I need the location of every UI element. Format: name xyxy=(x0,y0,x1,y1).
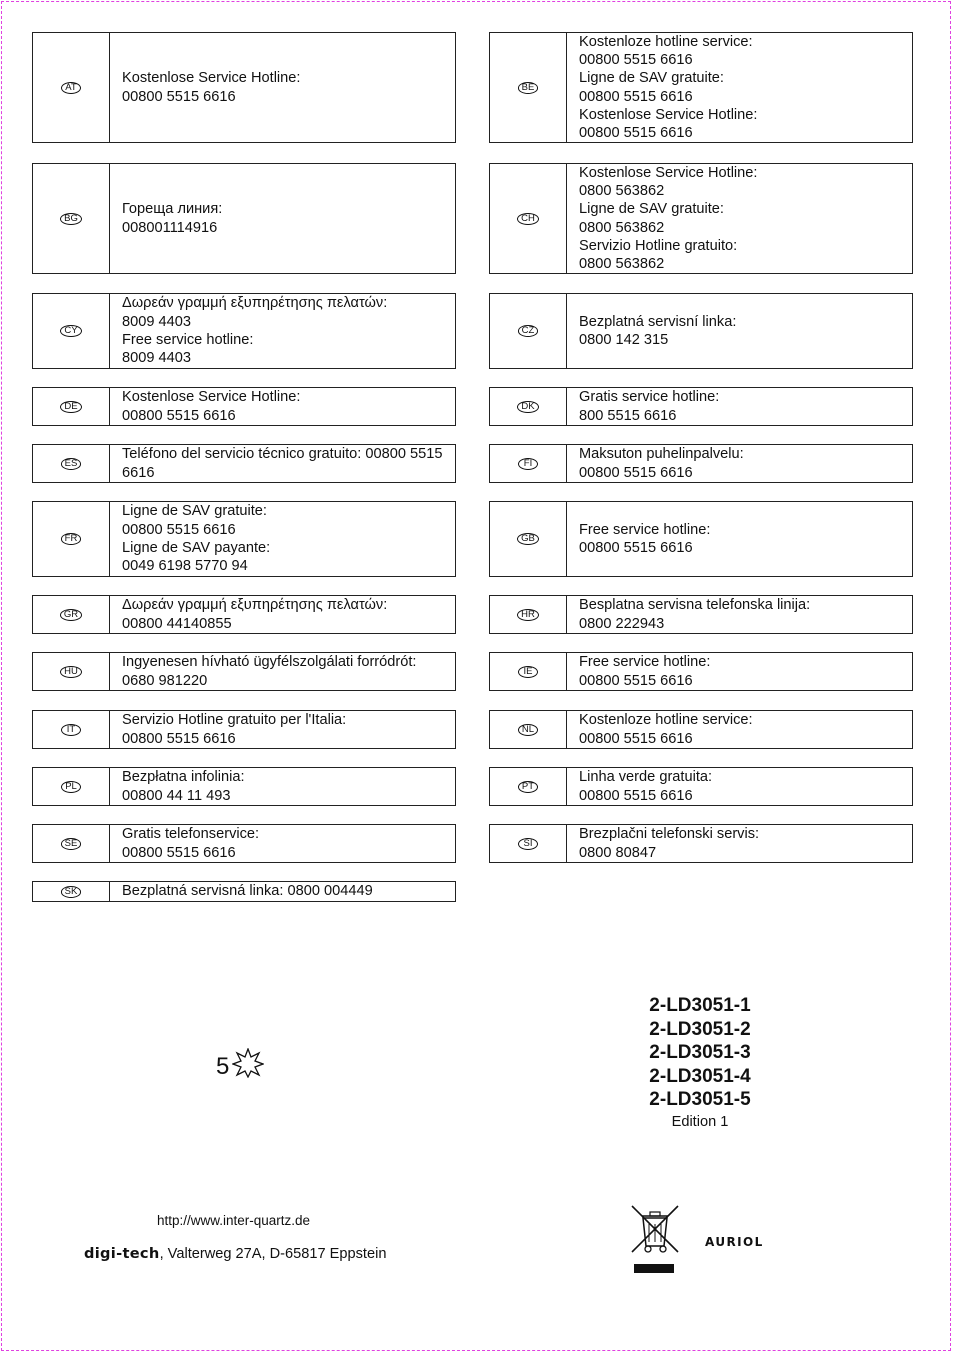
hotline-line: 00800 5515 6616 xyxy=(122,730,236,747)
hotline-box-cy xyxy=(32,293,456,369)
hotline-line: 00800 5515 6616 xyxy=(122,521,236,538)
country-code-badge: ES xyxy=(61,458,82,470)
hotline-line: 00800 5515 6616 xyxy=(579,51,693,68)
hotline-line: Maksuton puhelinpalvelu: xyxy=(579,446,744,463)
hotline-line: Kostenloze hotline service: xyxy=(579,712,753,729)
country-code-badge: IE xyxy=(518,666,538,678)
hotline-line: Teléfono del servicio técnico gratuito: 00800 5515 6616 xyxy=(122,446,443,481)
hotline-box-se xyxy=(32,824,456,863)
country-code-badge: CY xyxy=(60,325,81,337)
country-code-badge: FR xyxy=(61,533,82,545)
auriol-logo: AURIOL xyxy=(705,1235,764,1249)
hotline-line: Ligne de SAV gratuite: xyxy=(579,201,724,218)
hotline-box-ch xyxy=(489,163,913,274)
country-code-badge: HU xyxy=(60,666,82,678)
warranty-badge xyxy=(216,1048,264,1080)
hotline-box-fr xyxy=(32,501,456,577)
hotline-line: Δωρεάν γραμμή εξυπηρέτησης πελατών: xyxy=(122,597,388,614)
country-code-badge: CZ xyxy=(518,325,539,337)
hotline-line: Besplatna servisna telefonska linija: xyxy=(579,597,811,614)
hotline-line: 8009 4403 xyxy=(122,313,191,330)
hotline-line: Gratis telefonservice: xyxy=(122,826,260,843)
hotline-line: Gratis service hotline: xyxy=(579,389,720,406)
company-address xyxy=(84,1245,386,1262)
country-code-badge: SK xyxy=(61,886,82,898)
country-code-badge: SE xyxy=(61,838,82,850)
country-code-badge: DE xyxy=(60,401,81,413)
hotline-box-hr xyxy=(489,595,913,634)
country-code-badge: CH xyxy=(517,213,539,225)
hotline-line: 00800 5515 6616 xyxy=(579,672,693,689)
country-code-badge: SI xyxy=(518,838,538,850)
hotline-line: 00800 44140855 xyxy=(122,615,232,632)
hotline-line: 00800 5515 6616 xyxy=(579,540,693,556)
hotline-line: 8009 4403 xyxy=(122,350,191,367)
hotline-box-fi xyxy=(489,444,913,483)
warranty-years: 5 xyxy=(216,1053,230,1080)
hotline-box-sk xyxy=(32,881,456,902)
hotline-line: Kostenlose Service Hotline: xyxy=(579,164,758,181)
crossed-out-wheelie-bin-icon xyxy=(628,1202,682,1276)
hotline-box-hu xyxy=(32,652,456,691)
hotline-line: 00800 5515 6616 xyxy=(579,787,693,804)
hotline-line: 800 5515 6616 xyxy=(579,407,677,424)
star-burst-icon xyxy=(232,1048,264,1078)
hotline-line: 0800 563862 xyxy=(579,182,665,199)
country-code-badge: DK xyxy=(517,401,538,413)
hotline-line: Ligne de SAV payante: xyxy=(122,540,271,556)
hotline-line: Servizio Hotline gratuito: xyxy=(579,237,738,254)
country-code-badge: GB xyxy=(517,533,539,545)
country-code-badge: NL xyxy=(518,724,538,736)
hotline-box-es xyxy=(32,444,456,483)
hotline-box-bg xyxy=(32,163,456,274)
hotline-box-nl xyxy=(489,710,913,749)
country-code-badge: HR xyxy=(517,609,539,621)
hotline-line: 0800 563862 xyxy=(579,219,665,236)
hotline-line: 00800 5515 6616 xyxy=(122,407,236,424)
model-number: 2-LD3051-1 xyxy=(649,995,751,1016)
hotline-line: Kostenloze hotline service: xyxy=(579,33,753,50)
hotline-line: Bezpłatna infolinia: xyxy=(122,769,245,786)
hotline-line: 0800 80847 xyxy=(579,844,657,861)
hotline-line: 00800 5515 6616 xyxy=(122,88,236,105)
country-code-badge: FI xyxy=(518,458,538,470)
country-code-badge: AT xyxy=(61,82,81,94)
hotline-box-dk xyxy=(489,387,913,426)
hotline-line: Kostenlose Service Hotline: xyxy=(579,106,758,123)
hotline-line: 00800 5515 6616 xyxy=(579,464,693,481)
hotline-box-at xyxy=(32,32,456,143)
model-number: 2-LD3051-4 xyxy=(649,1065,751,1087)
hotline-box-gr xyxy=(32,595,456,634)
hotline-line: 00800 5515 6616 xyxy=(122,844,236,861)
hotline-box-ie xyxy=(489,652,913,691)
hotline-line: Δωρεάν γραμμή εξυπηρέτησης πελατών: xyxy=(122,295,388,312)
hotline-line: Free service hotline: xyxy=(579,521,711,538)
hotline-box-de xyxy=(32,387,456,426)
hotline-line: 00800 5515 6616 xyxy=(579,125,693,142)
edition-label: Edition 1 xyxy=(671,1113,729,1130)
hotline-line: 00800 5515 6616 xyxy=(579,730,693,747)
hotline-line: Ligne de SAV gratuite: xyxy=(579,70,724,87)
hotline-line: Kostenlose Service Hotline: xyxy=(122,389,301,406)
hotline-box-pt xyxy=(489,767,913,806)
hotline-line: Bezplatná servisná linka: 0800 004449 xyxy=(122,883,373,900)
country-code-badge: IT xyxy=(61,724,81,736)
company-brand: digi-tech xyxy=(84,1245,160,1262)
country-code-badge: PT xyxy=(518,781,538,793)
hotline-line: Гореща линия: xyxy=(122,201,223,218)
hotline-line: 0800 222943 xyxy=(579,615,665,632)
hotline-line: Ligne de SAV gratuite: xyxy=(122,503,267,520)
hotline-line: Kostenlose Service Hotline: xyxy=(122,70,301,87)
model-number: 2-LD3051-3 xyxy=(649,1042,751,1063)
country-code-badge: BE xyxy=(518,82,539,94)
hotline-line: 0800 142 315 xyxy=(579,332,669,348)
hotline-box-si xyxy=(489,824,913,863)
hotline-line: 0680 981220 xyxy=(122,672,208,689)
hotline-box-be xyxy=(489,32,913,143)
company-street: , Valterweg 27A, D-65817 Eppstein xyxy=(159,1246,387,1262)
hotline-box-gb xyxy=(489,501,913,577)
hotline-line: 0800 563862 xyxy=(579,256,665,273)
hotline-line: 0049 6198 5770 94 xyxy=(122,558,248,575)
hotline-line: Ingyenesen hívható ügyfélszolgálati forródrót: xyxy=(122,654,417,671)
country-code-badge: GR xyxy=(60,609,82,621)
hotline-box-cz xyxy=(489,293,913,369)
website-url: http://www.inter-quartz.de xyxy=(157,1213,311,1228)
country-code-badge: PL xyxy=(61,781,81,793)
model-number: 2-LD3051-2 xyxy=(649,1018,751,1040)
hotline-line: Free service hotline: xyxy=(122,332,254,348)
country-code-badge: BG xyxy=(60,213,82,225)
hotline-box-it xyxy=(32,710,456,749)
hotline-line: Linha verde gratuita: xyxy=(579,769,713,786)
hotline-line: Bezplatná servisní linka: xyxy=(579,313,737,330)
hotline-line: Servizio Hotline gratuito per l'Italia: xyxy=(122,712,347,729)
model-numbers xyxy=(600,994,800,1132)
hotline-line: 008001114916 xyxy=(122,219,218,236)
hotline-line: Brezplačni telefonski servis: xyxy=(579,826,760,843)
model-number: 2-LD3051-5 xyxy=(649,1089,751,1110)
hotline-line: Free service hotline: xyxy=(579,654,711,671)
hotline-line: 00800 5515 6616 xyxy=(579,88,693,105)
hotline-line: 00800 44 11 493 xyxy=(122,787,231,804)
hotline-box-pl xyxy=(32,767,456,806)
